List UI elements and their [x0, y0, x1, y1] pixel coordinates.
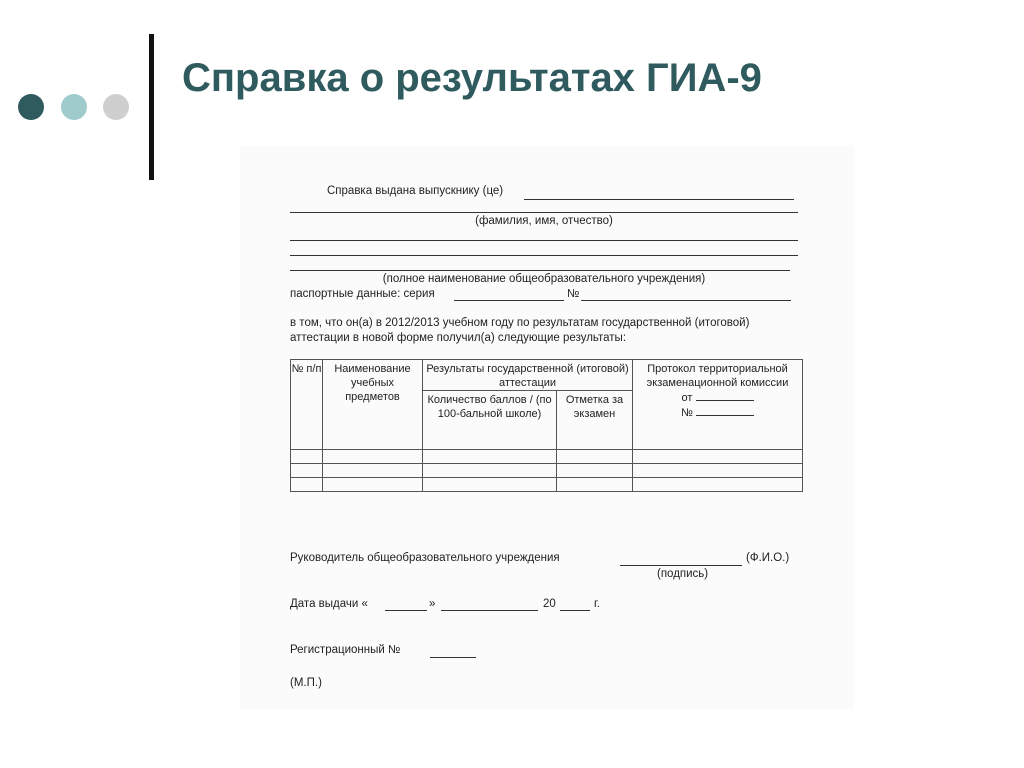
- table-row: [291, 450, 803, 464]
- stamp-place-label: (М.П.): [290, 677, 322, 689]
- certificate-scan: [240, 145, 854, 709]
- issue-year-suffix: г.: [594, 598, 600, 610]
- statement-line-2: аттестации в новой форме получил(а) следующие результаты:: [290, 332, 627, 344]
- registration-number-label: Регистрационный №: [290, 644, 401, 656]
- school-blank-2: [290, 255, 798, 256]
- registration-number-blank: [430, 657, 476, 658]
- col-header-subject: Наименование учебных предметов: [323, 360, 423, 450]
- protocol-date-row: [633, 390, 802, 405]
- protocol-date-blank: [696, 390, 754, 401]
- decor-dot-gray: [103, 94, 129, 120]
- col-header-protocol: [633, 360, 803, 450]
- school-caption: (полное наименование общеобразовательного учреждения): [382, 273, 706, 285]
- issue-month-blank: [441, 610, 538, 611]
- passport-number-blank: [581, 300, 791, 301]
- protocol-number-blank: [696, 405, 754, 416]
- results-table: [290, 359, 803, 492]
- issue-date-close-quote: »: [429, 598, 436, 610]
- slide-title: Справка о результатах ГИА-9: [182, 56, 762, 100]
- col-header-mark: Отметка за экзамен: [557, 391, 633, 450]
- decor-dot-teal: [61, 94, 87, 120]
- issued-to-blank: [524, 199, 794, 200]
- signature-caption: (подпись): [657, 568, 709, 580]
- col-header-points: Количество баллов / (по 100-бальной школе): [423, 391, 557, 450]
- fio-caption: (фамилия, имя, отчество): [475, 215, 613, 227]
- title-divider-bar: [149, 34, 154, 180]
- protocol-number-row: [633, 405, 802, 420]
- fio-label: (Ф.И.О.): [746, 552, 790, 564]
- issued-to-label: Справка выдана выпускнику (це): [327, 185, 504, 197]
- table-row: [291, 464, 803, 478]
- issue-year-prefix: 20: [543, 598, 556, 610]
- protocol-number-label: №: [681, 407, 693, 419]
- passport-number-sign: №: [567, 288, 580, 300]
- school-blank-1: [290, 240, 798, 241]
- head-of-school-label: Руководитель общеобразовательного учреждения: [290, 552, 560, 564]
- col-header-results: Результаты государственной (итоговой) аттестации: [423, 360, 633, 391]
- col-header-number: № п/п: [291, 360, 323, 450]
- name-blank: [290, 212, 798, 213]
- protocol-from-label: от: [681, 392, 693, 404]
- decor-dot-dark: [18, 94, 44, 120]
- issue-date-label: Дата выдачи «: [290, 598, 368, 610]
- table-row: [291, 478, 803, 492]
- issue-day-blank: [385, 610, 427, 611]
- passport-series-blank: [454, 300, 564, 301]
- passport-label: паспортные данные: серия: [290, 288, 435, 300]
- protocol-title: Протокол территориальной экзаменационной комиссии: [646, 363, 789, 389]
- signature-blank: [620, 565, 742, 566]
- issue-year-blank: [560, 610, 590, 611]
- statement-line-1: в том, что он(а) в 2012/2013 учебном году по результатам государственной (итоговой): [290, 317, 750, 329]
- school-blank-3: [290, 270, 790, 271]
